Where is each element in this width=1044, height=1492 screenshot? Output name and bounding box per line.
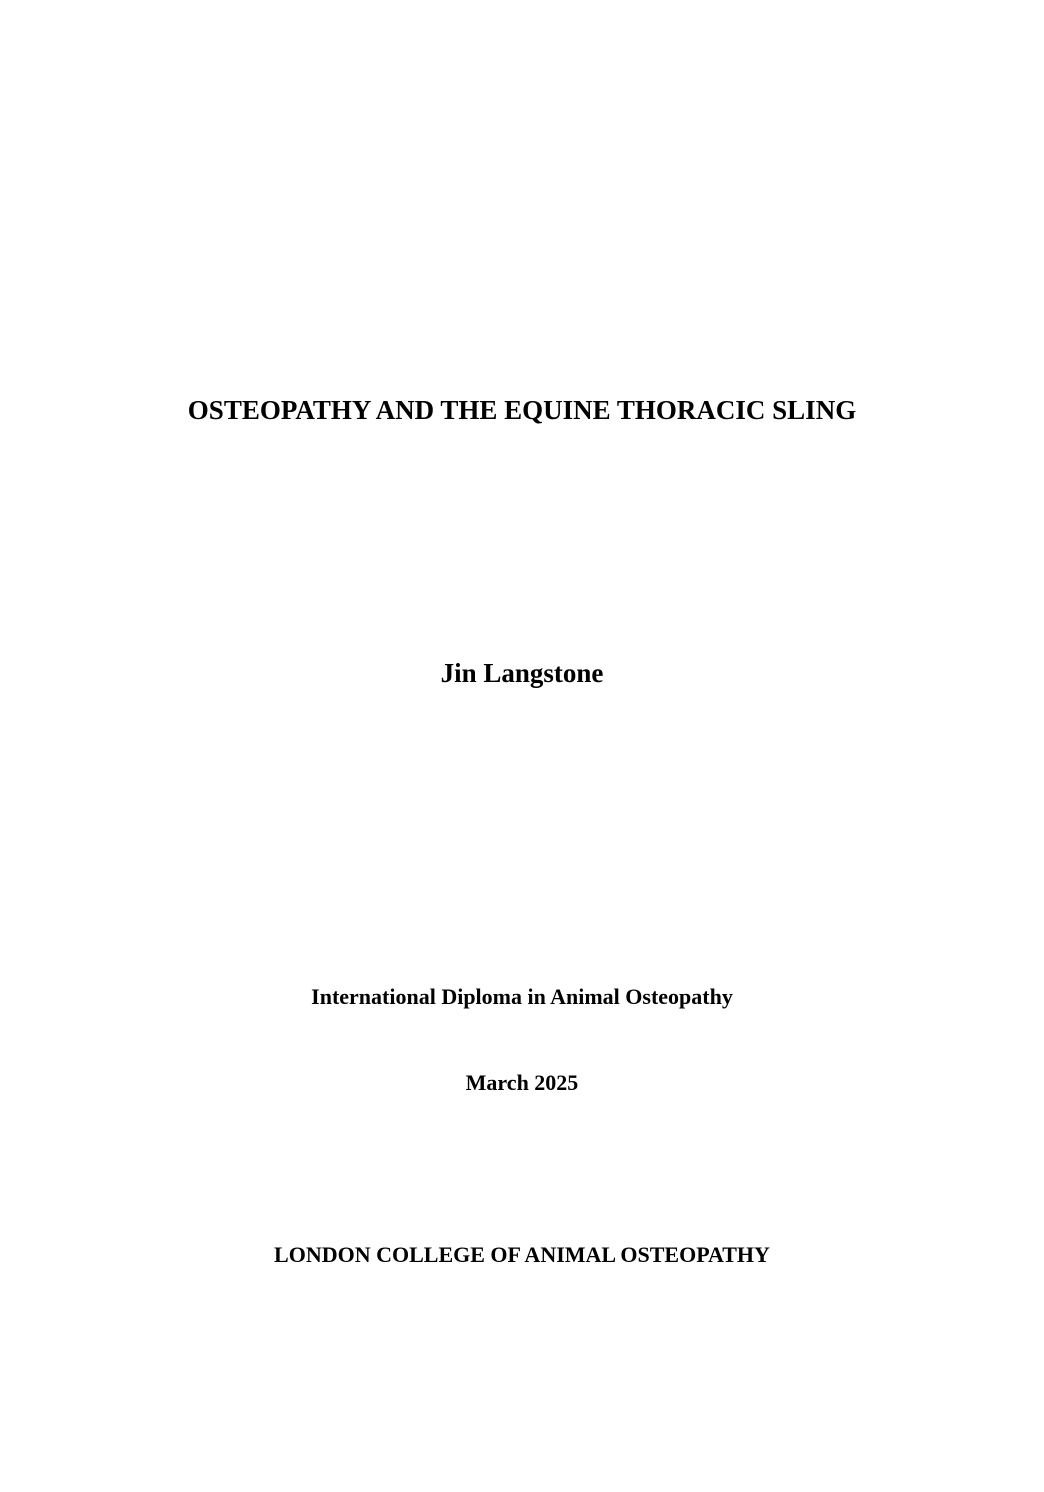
- institution-name: LONDON COLLEGE OF ANIMAL OSTEOPATHY: [274, 1242, 770, 1267]
- author-name: Jin Langstone: [440, 658, 604, 688]
- document-title: OSTEOPATHY AND THE EQUINE THORACIC SLING: [187, 395, 857, 425]
- submission-date: March 2025: [465, 1070, 579, 1095]
- qualification-name: International Diploma in Animal Osteopathy: [311, 984, 733, 1009]
